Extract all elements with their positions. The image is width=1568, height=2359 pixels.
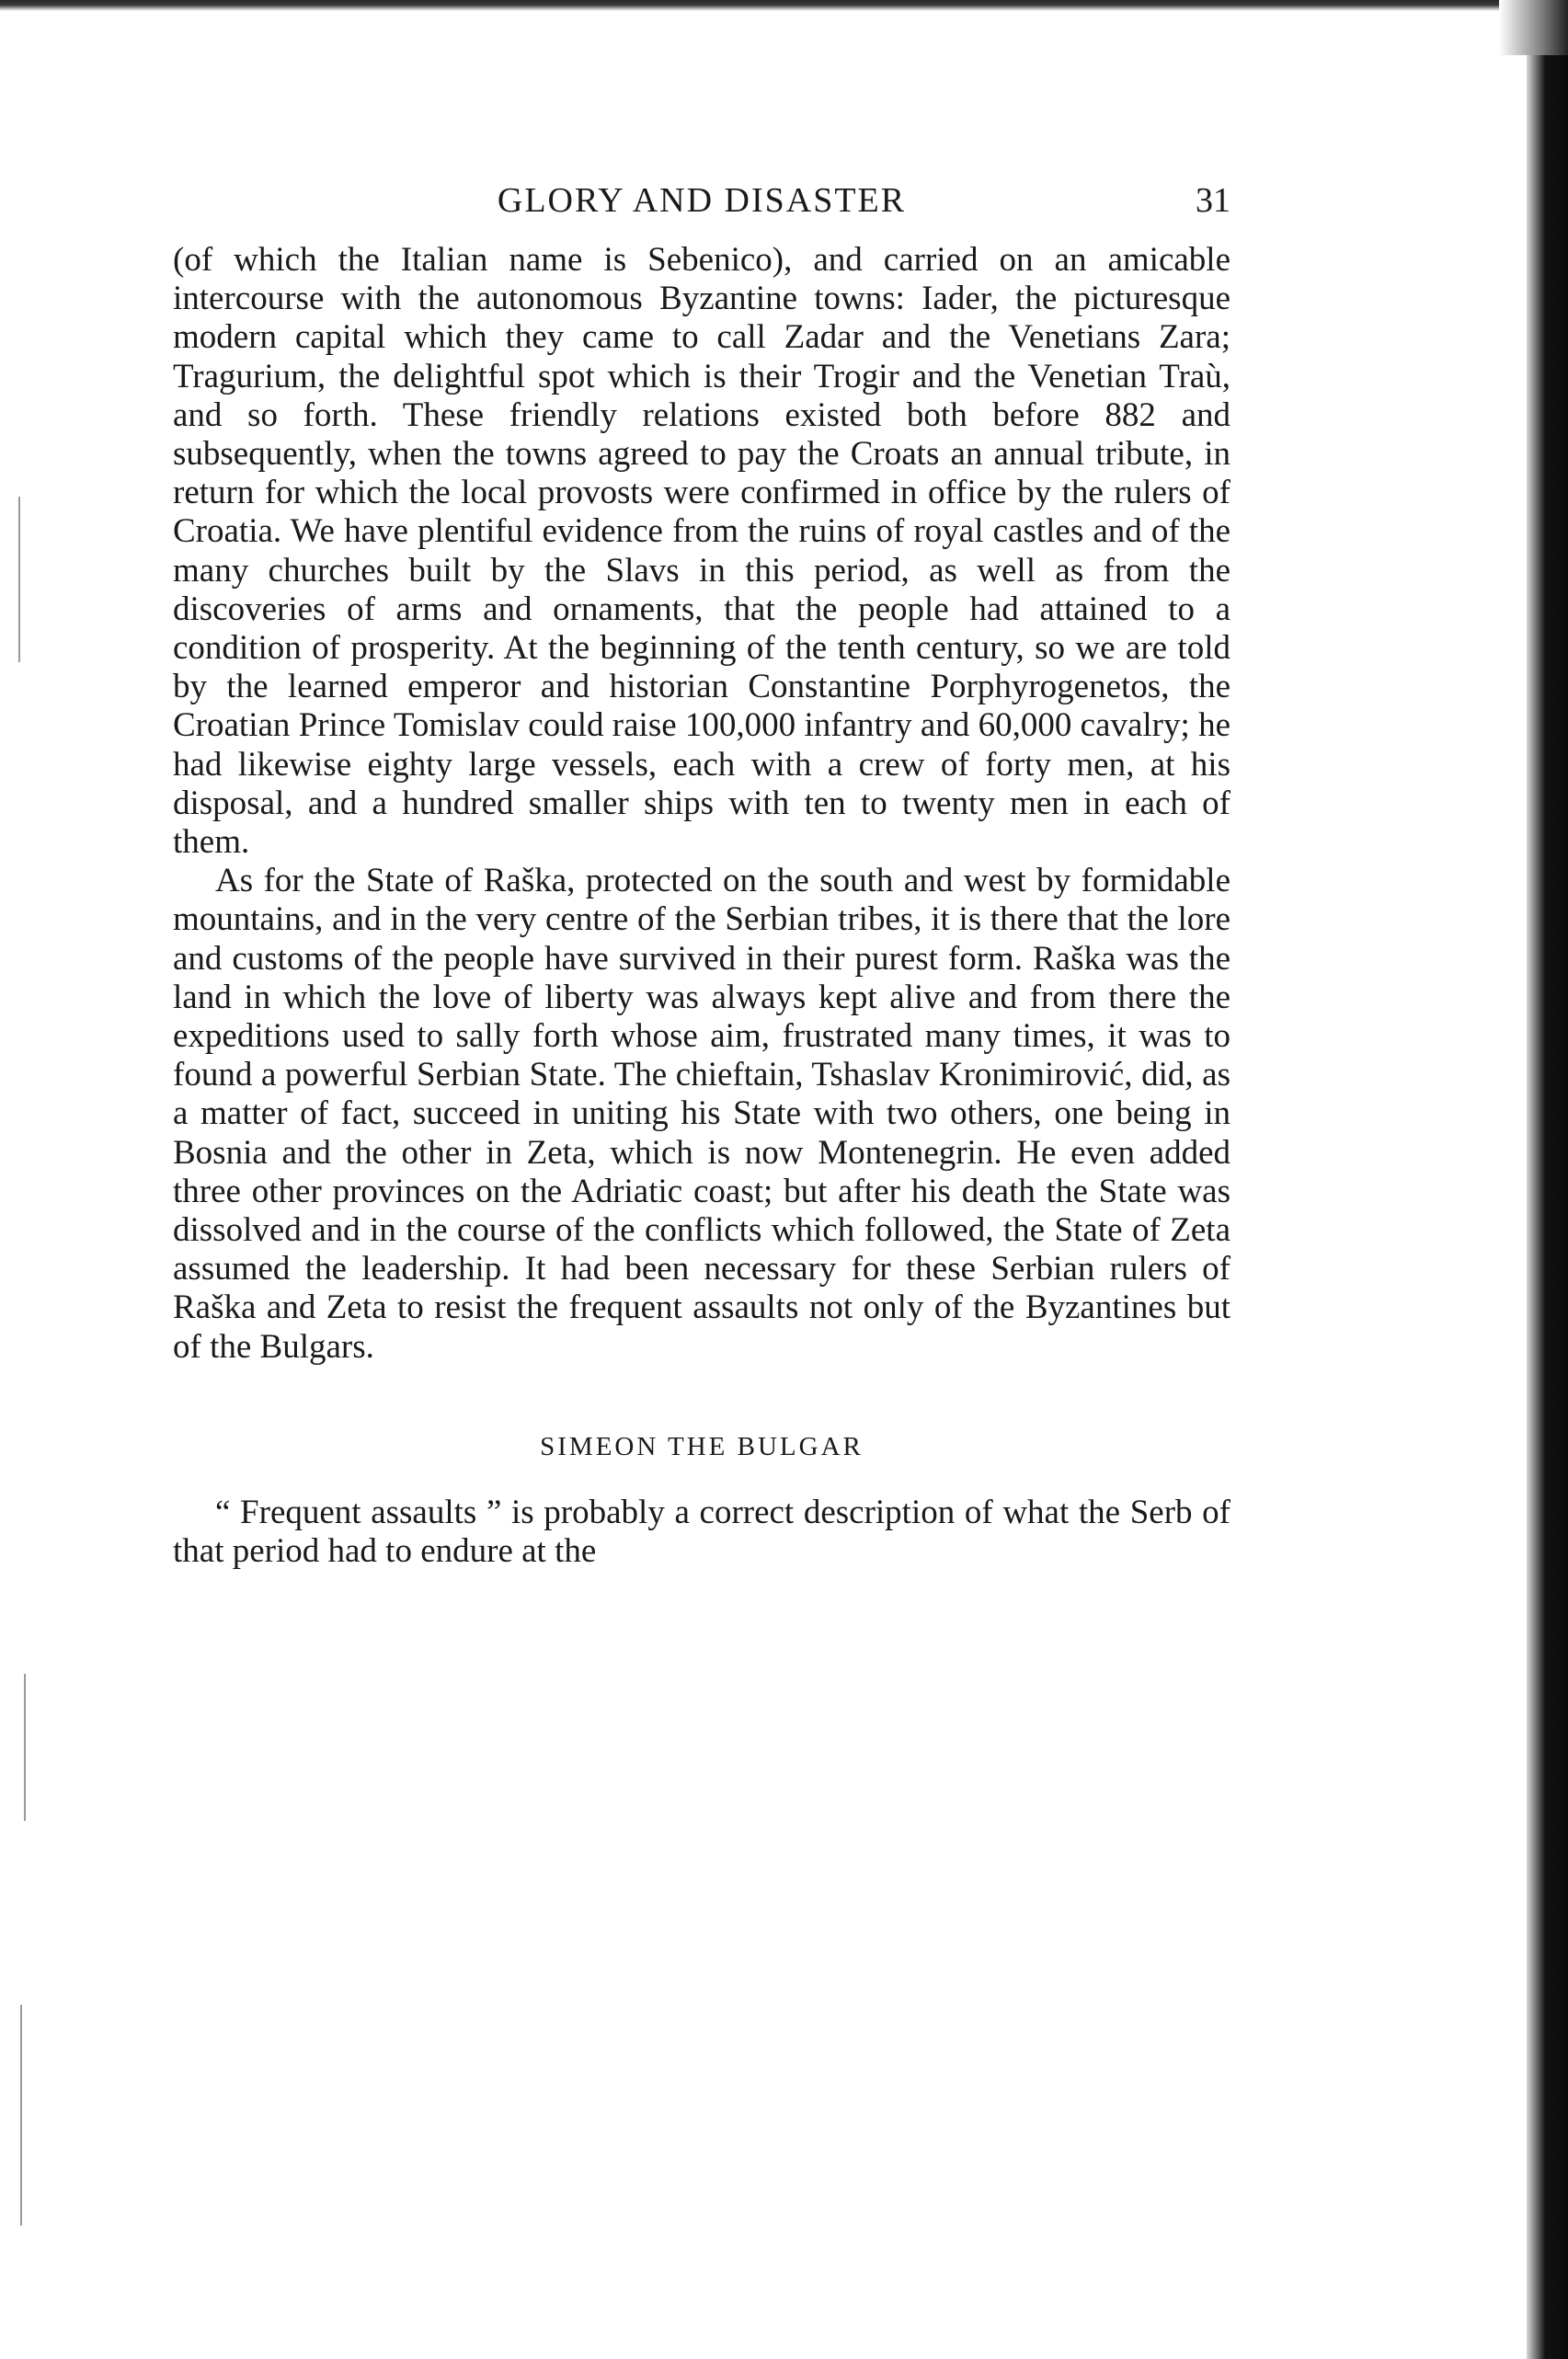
scan-left-mark [24,1674,26,1821]
paragraph: As for the State of Raška, protected on the south and west by formidable mountains, and in the very centre of the Serbian tribes, it is there that the lore and customs of the people have survived in their purest form. Raška was the land in which the love of liberty was always kept alive and from there the expeditions used to sally forth whose aim, frustrated many times, it was to found a powerful Serbian State. The chieftain, Tshaslav Kronimirović, did, as a matter of fact, succeed in uniting his State with two others, one being in Bosnia and the other in Zeta, which is now Montenegrin. He even added three other provinces on the Adriatic coast; but after his death the State was dissolved and in the course of the conflicts which followed, the State of Zeta assumed the leadership. It had been necessary for these Serbian rulers of Raška and Zeta to resist the frequent assaults not only of the Byzantines but of the Bulgars. [173,862,1230,1366]
scan-right-edge-top [1499,0,1568,55]
paragraph: “ Frequent assaults ” is probably a correct description of what the Serb of that period had to endure at the [173,1493,1230,1571]
book-page [173,173,1230,1571]
scan-top-edge [0,0,1527,11]
paragraph: (of which the Italian name is Sebenico), and carried on an amicable intercourse with the autonomous Byzantine towns: Iader, the picturesque modern capital which they came to call Zadar and the Venetians Zara; Tragurium, the delightful spot which is their Trogir and the Venetian Traù, and so forth. These friendly relations existed both before 882 and subsequently, when the towns agreed to pay the Croats an annual tribute, in return for which the local provosts were confirmed in office by the rulers of Croatia. We have plentiful evidence from the ruins of royal castles and of the many churches built by the Slavs in this period, as well as from the discoveries of arms and ornaments, that the people had attained to a condition of prosperity. At the beginning of the tenth century, so we are told by the learned emperor and historian Constantine Porphyrogenetos, the Croatian Prince Tomislav could raise 100,000 infantry and 60,000 cavalry; he had likewise eighty large vessels, each with a crew of forty men, at his disposal, and a hundred smaller ships with ten to twenty men in each of them. [173,241,1230,862]
page-number: 31 [1196,181,1230,220]
section-heading: SIMEON THE BULGAR [540,1431,864,1461]
scan-left-mark [20,2005,22,2226]
running-title: GLORY AND DISASTER [497,181,907,220]
scan-left-mark [18,497,20,662]
running-head [173,173,1230,228]
scan-right-edge [1527,55,1568,2359]
